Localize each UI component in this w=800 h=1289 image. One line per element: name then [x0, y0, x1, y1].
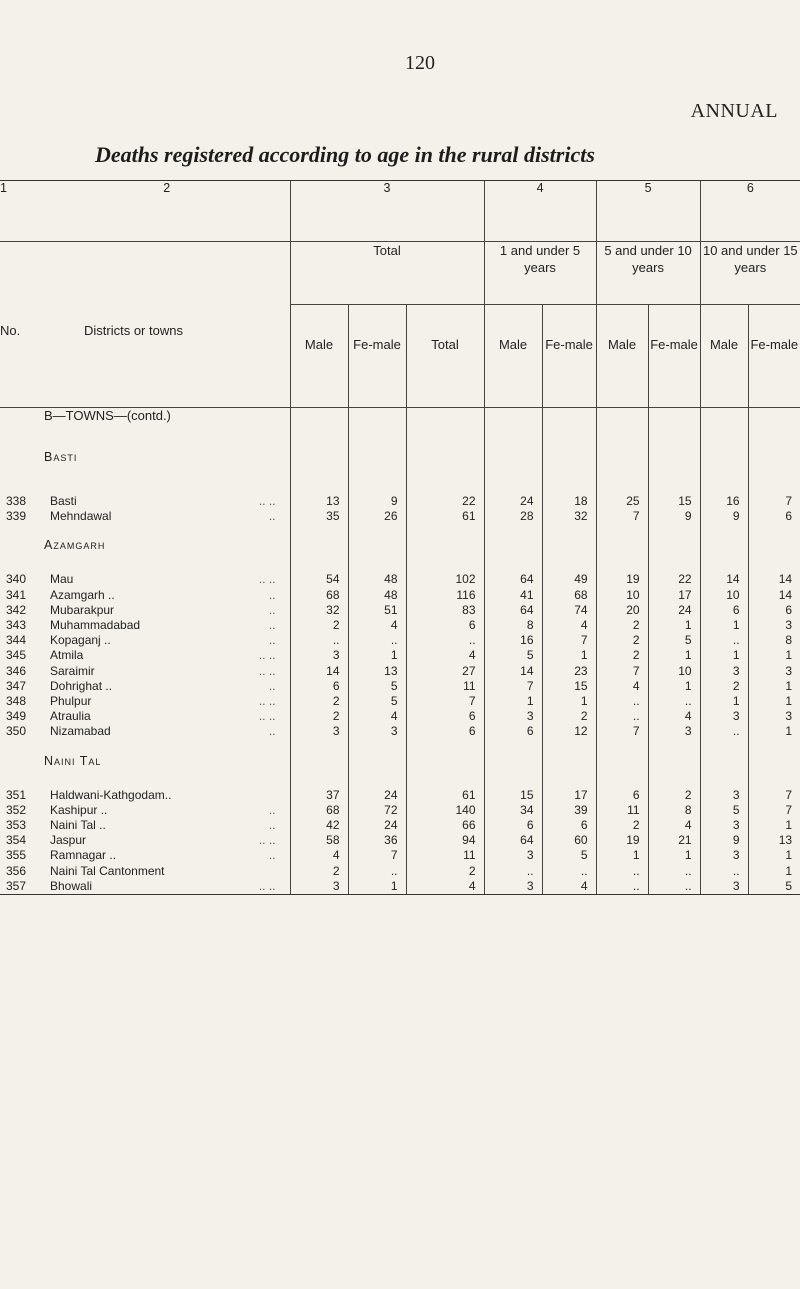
cell-value: 15	[648, 494, 700, 509]
cell-value: 14	[700, 572, 748, 587]
row-number: 345	[6, 648, 27, 663]
cell-value: 116	[406, 588, 484, 603]
cell-value: 3	[290, 648, 348, 663]
cell-value: 32	[542, 509, 596, 524]
cell-value: 4	[348, 618, 406, 633]
table-row	[0, 588, 800, 603]
cell-value: 2	[290, 864, 348, 879]
cell-value: 6	[406, 709, 484, 724]
row-number: 348	[6, 694, 27, 709]
cell-value: 64	[484, 833, 542, 848]
cell-value: 1	[700, 694, 748, 709]
cell-value: 3	[484, 709, 542, 724]
cell-value: ..	[484, 864, 542, 879]
cell-value: 1	[748, 848, 800, 863]
cell-value: 7	[542, 633, 596, 648]
cell-value: 1	[648, 679, 700, 694]
cell-value: 1	[648, 848, 700, 863]
table-row	[0, 724, 800, 739]
district-name: Naini Tal Cantonment	[50, 863, 165, 878]
cell-value: 5	[484, 648, 542, 663]
table-body	[0, 408, 800, 895]
cell-value: 2	[290, 694, 348, 709]
cell-value: 19	[596, 833, 648, 848]
cell-value: 2	[700, 679, 748, 694]
cell-value: 4	[648, 709, 700, 724]
cell-value: 13	[290, 494, 348, 509]
cell-value: ..	[648, 694, 700, 709]
cell-value: 1	[748, 818, 800, 833]
cell-value: 42	[290, 818, 348, 833]
group-1-5-years: 1 and under 5 years	[484, 242, 596, 305]
table-row	[0, 864, 800, 879]
cell-value: ..	[406, 633, 484, 648]
cell-value: 61	[406, 788, 484, 803]
cell-value: 7	[596, 724, 648, 739]
district-name: Kashipur .. ..	[44, 803, 290, 818]
cell-value: 3	[700, 664, 748, 679]
col-number-3: 3	[290, 181, 484, 242]
cell-value: 12	[542, 724, 596, 739]
district-name: Atmila .. ..	[44, 648, 290, 663]
district-name: Naini Tal .. ..	[44, 818, 290, 833]
cell-value: 9	[648, 509, 700, 524]
total-total-header: Total	[406, 305, 484, 408]
no-header: No.	[0, 242, 44, 408]
cell-value: 17	[542, 788, 596, 803]
cell-value: 32	[290, 603, 348, 618]
cell-value: 24	[348, 818, 406, 833]
cell-value: 4	[348, 709, 406, 724]
leader-dots: ..	[268, 618, 276, 633]
table-row	[0, 664, 800, 679]
district-name: Saraimir .. ..	[44, 664, 290, 679]
cell-value: 51	[348, 603, 406, 618]
cell-value: 2	[290, 618, 348, 633]
cell-value: 6	[484, 818, 542, 833]
cell-value: 4	[406, 648, 484, 663]
cell-value: 6	[542, 818, 596, 833]
cell-value: 1	[348, 879, 406, 895]
cell-value: 6	[596, 788, 648, 803]
leader-dots: .. ..	[258, 572, 276, 587]
cell-value: 6	[406, 618, 484, 633]
cell-value: 5	[348, 694, 406, 709]
cell-value: 41	[484, 588, 542, 603]
cell-value: 6	[290, 679, 348, 694]
table-row	[0, 633, 800, 648]
leader-dots: ..	[268, 633, 276, 648]
cell-value: 26	[348, 509, 406, 524]
cell-value: 6	[484, 724, 542, 739]
cell-value: 24	[348, 788, 406, 803]
cell-value: 20	[596, 603, 648, 618]
table-row	[0, 848, 800, 863]
cell-value: 7	[484, 679, 542, 694]
cell-value: 72	[348, 803, 406, 818]
cell-value: 7	[596, 509, 648, 524]
cell-value: 5	[748, 879, 800, 895]
total-female-header: Fe-male	[348, 305, 406, 408]
leader-dots: ..	[268, 802, 276, 817]
cell-value: 16	[484, 633, 542, 648]
cell-value: 7	[348, 848, 406, 863]
cell-value: 2	[596, 618, 648, 633]
cell-value: 1	[748, 694, 800, 709]
cell-value: 6	[406, 724, 484, 739]
cell-value: 68	[290, 588, 348, 603]
cell-value: 2	[406, 864, 484, 879]
district-name: Azamgarh .. ..	[44, 588, 290, 603]
cell-value: 14	[290, 664, 348, 679]
section-heading: Basti	[44, 450, 78, 464]
cell-value: ..	[596, 709, 648, 724]
g2-male-header: Male	[596, 305, 648, 408]
cell-value: ..	[596, 879, 648, 895]
cell-value: 1	[700, 648, 748, 663]
cell-value: 3	[648, 724, 700, 739]
table-row	[0, 803, 800, 818]
cell-value: 18	[542, 494, 596, 509]
deaths-table	[0, 180, 800, 895]
district-name: Kopaganj .. ..	[44, 633, 290, 648]
cell-value: 6	[700, 603, 748, 618]
total-male-header: Male	[290, 305, 348, 408]
table-row	[0, 679, 800, 694]
cell-value: 64	[484, 603, 542, 618]
row-number: 349	[6, 709, 27, 724]
cell-value: 11	[596, 803, 648, 818]
leader-dots: .. ..	[258, 709, 276, 724]
cell-value: ..	[700, 864, 748, 879]
leader-dots: .. ..	[258, 878, 276, 893]
g3-male-header: Male	[700, 305, 748, 408]
cell-value: 10	[700, 588, 748, 603]
cell-value: 10	[596, 588, 648, 603]
cell-value: 48	[348, 572, 406, 587]
col-number-1: 1	[0, 181, 44, 242]
cell-value: 1	[542, 648, 596, 663]
cell-value: ..	[648, 864, 700, 879]
group-10-15-years: 10 and under 15 years	[700, 242, 800, 305]
cell-value: 3	[484, 879, 542, 895]
table-row	[0, 818, 800, 833]
cell-value: 14	[484, 664, 542, 679]
cell-value: 17	[648, 588, 700, 603]
cell-value: 16	[700, 494, 748, 509]
table-row	[0, 788, 800, 803]
cell-value: 68	[290, 803, 348, 818]
cell-value: 1	[542, 694, 596, 709]
cell-value: 3	[290, 879, 348, 895]
col-number-5: 5	[596, 181, 700, 242]
row-number: 356	[6, 863, 27, 878]
cell-value: ..	[596, 694, 648, 709]
cell-value: 94	[406, 833, 484, 848]
cell-value: 11	[406, 848, 484, 863]
group-title-row	[0, 428, 800, 494]
leader-dots: ..	[268, 509, 276, 524]
cell-value: 4	[596, 679, 648, 694]
cell-value: 102	[406, 572, 484, 587]
cell-value: ..	[542, 864, 596, 879]
cell-value: 54	[290, 572, 348, 587]
district-name: Atraulia .. ..	[44, 709, 290, 724]
cell-value: 8	[748, 633, 800, 648]
cell-value: 1	[596, 848, 648, 863]
cell-value: 7	[748, 494, 800, 509]
cell-value: ..	[348, 864, 406, 879]
col-number-6: 6	[700, 181, 800, 242]
cell-value: 4	[542, 618, 596, 633]
row-number: 347	[6, 678, 27, 693]
cell-value: 4	[648, 818, 700, 833]
district-name: Mehndawal ..	[44, 509, 290, 524]
cell-value: 4	[290, 848, 348, 863]
cell-value: 3	[290, 724, 348, 739]
row-number: 354	[6, 833, 27, 848]
leader-dots: ..	[268, 678, 276, 693]
cell-value: 1	[748, 724, 800, 739]
group-title-row	[0, 524, 800, 572]
districts-header: Districts or towns	[44, 242, 290, 408]
cell-value: ..	[596, 864, 648, 879]
cell-value: 3	[484, 848, 542, 863]
leader-dots: ..	[268, 602, 276, 617]
row-number: 343	[6, 618, 27, 633]
cell-value: 2	[596, 648, 648, 663]
row-number: 353	[6, 818, 27, 833]
cell-value: 10	[648, 664, 700, 679]
table-row	[0, 694, 800, 709]
district-name: Basti .. ..	[44, 494, 290, 509]
cell-value: 1	[648, 648, 700, 663]
section-title: B—TOWNS—(contd.)	[44, 408, 290, 429]
cell-value: 15	[542, 679, 596, 694]
table-subtitle: Deaths registered according to age in the rural districts	[95, 142, 595, 167]
cell-value: ..	[348, 633, 406, 648]
district-name: Dohrighat .. ..	[44, 679, 290, 694]
cell-value: 9	[348, 494, 406, 509]
cell-value: 66	[406, 818, 484, 833]
cell-value: 6	[748, 603, 800, 618]
cell-value: 35	[290, 509, 348, 524]
cell-value: 3	[348, 724, 406, 739]
leader-dots: ..	[268, 818, 276, 833]
cell-value: 5	[648, 633, 700, 648]
cell-value: 8	[484, 618, 542, 633]
cell-value: 13	[748, 833, 800, 848]
district-name: Muhammadabad ..	[44, 618, 290, 633]
row-number: 339	[6, 509, 27, 524]
cell-value: 1	[748, 648, 800, 663]
cell-value: 68	[542, 588, 596, 603]
g2-female-header: Fe-male	[648, 305, 700, 408]
row-number: 341	[6, 587, 27, 602]
section-heading: Naini Tal	[44, 753, 102, 768]
cell-value: 3	[700, 818, 748, 833]
cell-value: 58	[290, 833, 348, 848]
table-row	[0, 833, 800, 848]
table-row	[0, 879, 800, 895]
cell-value: 27	[406, 664, 484, 679]
page-number: 120	[405, 52, 435, 74]
district-name: Ramnagar .. ..	[44, 848, 290, 863]
cell-value: 4	[542, 879, 596, 895]
group-5-10-years: 5 and under 10 years	[596, 242, 700, 305]
group-header-row	[0, 242, 800, 305]
cell-value: 2	[648, 788, 700, 803]
cell-value: 9	[700, 509, 748, 524]
cell-value: 5	[542, 848, 596, 863]
cell-value: 61	[406, 509, 484, 524]
cell-value: 23	[542, 664, 596, 679]
cell-value: 21	[648, 833, 700, 848]
table-row	[0, 572, 800, 587]
table-row	[0, 603, 800, 618]
cell-value: 7	[748, 803, 800, 818]
cell-value: 1	[748, 679, 800, 694]
cell-value: 15	[484, 788, 542, 803]
cell-value: 5	[700, 803, 748, 818]
cell-value: ..	[700, 724, 748, 739]
col-number-2: 2	[44, 181, 290, 242]
cell-value: 83	[406, 603, 484, 618]
cell-value: 39	[542, 803, 596, 818]
cell-value: 19	[596, 572, 648, 587]
district-name: Bhowali .. ..	[44, 879, 290, 895]
cell-value: 3	[700, 788, 748, 803]
cell-value: 3	[748, 618, 800, 633]
cell-value: 9	[700, 833, 748, 848]
cell-value: 28	[484, 509, 542, 524]
cell-value: 8	[648, 803, 700, 818]
row-number: 340	[6, 572, 27, 587]
cell-value: 3	[748, 709, 800, 724]
cell-value: 7	[596, 664, 648, 679]
cell-value: 3	[748, 664, 800, 679]
row-number: 346	[6, 663, 27, 678]
cell-value: 14	[748, 588, 800, 603]
cell-value: 4	[406, 879, 484, 895]
column-number-row	[0, 181, 800, 242]
district-name: Mubarakpur ..	[44, 603, 290, 618]
row-number: 342	[6, 602, 27, 617]
cell-value: 1	[748, 864, 800, 879]
table-row	[0, 709, 800, 724]
cell-value: 22	[406, 494, 484, 509]
leader-dots: .. ..	[258, 694, 276, 709]
table-row	[0, 618, 800, 633]
leader-dots: .. ..	[258, 833, 276, 848]
cell-value: 5	[348, 679, 406, 694]
cell-value: 1	[484, 694, 542, 709]
leader-dots: ..	[268, 724, 276, 739]
cell-value: 34	[484, 803, 542, 818]
leader-dots: ..	[268, 848, 276, 863]
cell-value: 64	[484, 572, 542, 587]
cell-value: ..	[290, 633, 348, 648]
district-name: Haldwani-Kathgodam..	[50, 787, 172, 802]
cell-value: 1	[648, 618, 700, 633]
district-name: Phulpur .. ..	[44, 694, 290, 709]
row-number: 344	[6, 633, 27, 648]
cell-value: 6	[748, 509, 800, 524]
leader-dots: .. ..	[258, 648, 276, 663]
group-total: Total	[290, 242, 484, 305]
cell-value: 2	[596, 633, 648, 648]
cell-value: 7	[748, 788, 800, 803]
row-number: 357	[0, 879, 44, 895]
cell-value: 3	[700, 709, 748, 724]
cell-value: ..	[700, 633, 748, 648]
cell-value: 1	[700, 618, 748, 633]
row-number: 355	[6, 848, 27, 863]
cell-value: 3	[700, 879, 748, 895]
table-row	[0, 509, 800, 524]
cell-value: 60	[542, 833, 596, 848]
row-number: 338	[6, 494, 27, 508]
cell-value: 3	[700, 848, 748, 863]
cell-value: 13	[348, 664, 406, 679]
leader-dots: .. ..	[258, 663, 276, 678]
leader-dots: ..	[268, 587, 276, 602]
g1-male-header: Male	[484, 305, 542, 408]
cell-value: 48	[348, 588, 406, 603]
cell-value: 11	[406, 679, 484, 694]
cell-value: 140	[406, 803, 484, 818]
row-number: 352	[6, 802, 27, 817]
cell-value: 22	[648, 572, 700, 587]
section-title-row	[0, 408, 800, 429]
cell-value: 36	[348, 833, 406, 848]
cell-value: 24	[484, 494, 542, 509]
leader-dots: .. ..	[258, 494, 276, 508]
cell-value: 14	[748, 572, 800, 587]
col-number-4: 4	[484, 181, 596, 242]
cell-value: 74	[542, 603, 596, 618]
running-head: ANNUAL	[690, 100, 778, 122]
cell-value: 24	[648, 603, 700, 618]
cell-value: 49	[542, 572, 596, 587]
table-row	[0, 494, 800, 509]
row-number: 350	[6, 724, 27, 739]
district-name: Mau .. ..	[44, 572, 290, 587]
section-heading: Azamgarh	[44, 538, 106, 553]
cell-value: ..	[648, 879, 700, 895]
cell-value: 2	[290, 709, 348, 724]
cell-value: 1	[348, 648, 406, 663]
cell-value: 37	[290, 788, 348, 803]
cell-value: 2	[596, 818, 648, 833]
table-row	[0, 648, 800, 663]
district-name: Jaspur .. ..	[44, 833, 290, 848]
g3-female-header: Fe-male	[748, 305, 800, 408]
cell-value: 25	[596, 494, 648, 509]
cell-value: 2	[542, 709, 596, 724]
district-name: Nizamabad ..	[44, 724, 290, 739]
group-title-row	[0, 740, 800, 788]
row-number: 351	[6, 787, 27, 802]
g1-female-header: Fe-male	[542, 305, 596, 408]
cell-value: 7	[406, 694, 484, 709]
